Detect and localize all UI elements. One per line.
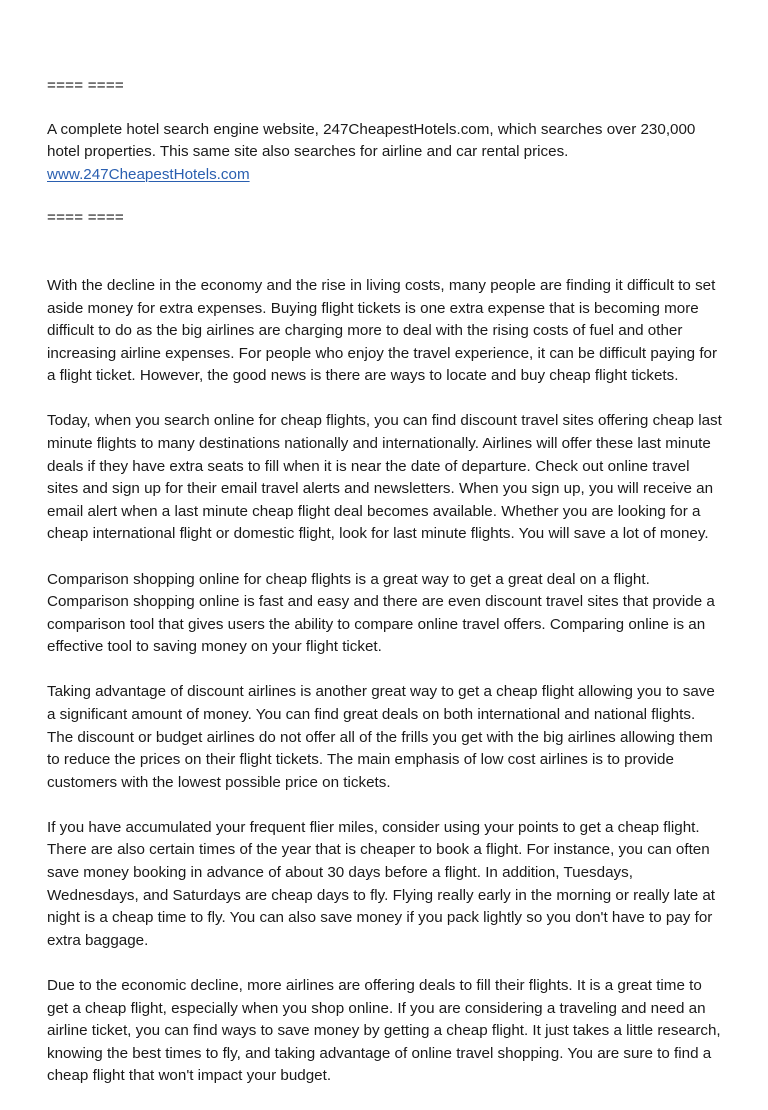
body-paragraph: With the decline in the economy and the rise in living costs, many people are finding it difficult to set aside money for extra expenses. Buying flight tickets is one extra expense that is becoming more difficult to do as the big airlines are charging more to deal with the rising costs of fuel and other increasing airline expenses. For people who enjoy the travel experience, it can be difficult paying for a flight ticket. However, the good news is there are ways to locate and buy cheap flight tickets. (47, 276, 718, 385)
body-paragraph: Today, when you search online for cheap flights, you can find discount travel sites offering cheap last minute flights to many destinations nationally and internationally. Airlines will offer these last minute deals if they have extra seats to fill when it is near the date of departure. Check out online travel sites and sign up for their email travel alerts and newsletters. When you sign up, you will receive an email alert when a last minute cheap flight deal becomes available. Whether you are looking for a cheap international flight or domestic flight, look for last minute flights. You will save a lot of money. (47, 412, 722, 543)
body-paragraph: Due to the economic decline, more airlines are offering deals to fill their flights. It is a great time to get a cheap flight, especially when you shop online. If you are considering a traveling and need an airline ticket, you can find ways to save money by getting a cheap flight. It just takes a little research, knowing the best times to fly, and taking advantage of online travel shopping. You are sure to find a cheap flight that won't impact your budget. (47, 976, 721, 1085)
intro-paragraph (47, 119, 723, 187)
body-paragraph: If you have accumulated your frequent flier miles, consider using your points to get a cheap flight. There are also certain times of the year that is cheaper to book a flight. For instance, you can often save money booking in advance of about 30 days before a flight. In addition, Tuesdays, Wednesdays, and Saturdays are cheap days to fly. Flying really early in the morning or really late at night is a cheap time to fly. You can also save money if you pack lightly so you don't have to pay for extra baggage. (47, 818, 716, 949)
body-paragraph: Taking advantage of discount airlines is another great way to get a cheap flight allowing you to save a significant amount of money. You can find great deals on both international and national flights. The discount or budget airlines do not offer all of the frills you get with the big airlines allowing them to reduce the prices on their flight tickets. The main emphasis of low cost airlines is to provide customers with the lowest possible price on tickets. (47, 683, 715, 791)
separator-top: ==== ==== (47, 77, 124, 94)
document-page (47, 75, 723, 1110)
body-paragraph: Comparison shopping online for cheap flights is a great way to get a great deal on a flight. Comparison shopping online is fast and easy and there are even discount travel sites that provide a comparison tool that gives users the ability to compare online travel offers. Comparing online is an effective tool to saving money on your flight ticket. (47, 570, 715, 656)
hotels-link[interactable]: www.247CheapestHotels.com (47, 165, 250, 183)
intro-text: A complete hotel search engine website, 247CheapestHotels.com, which searches over 230,000 hotel properties. This same site also searches for airline and car rental prices. (47, 120, 696, 161)
separator-bottom: ==== ==== (47, 209, 124, 227)
